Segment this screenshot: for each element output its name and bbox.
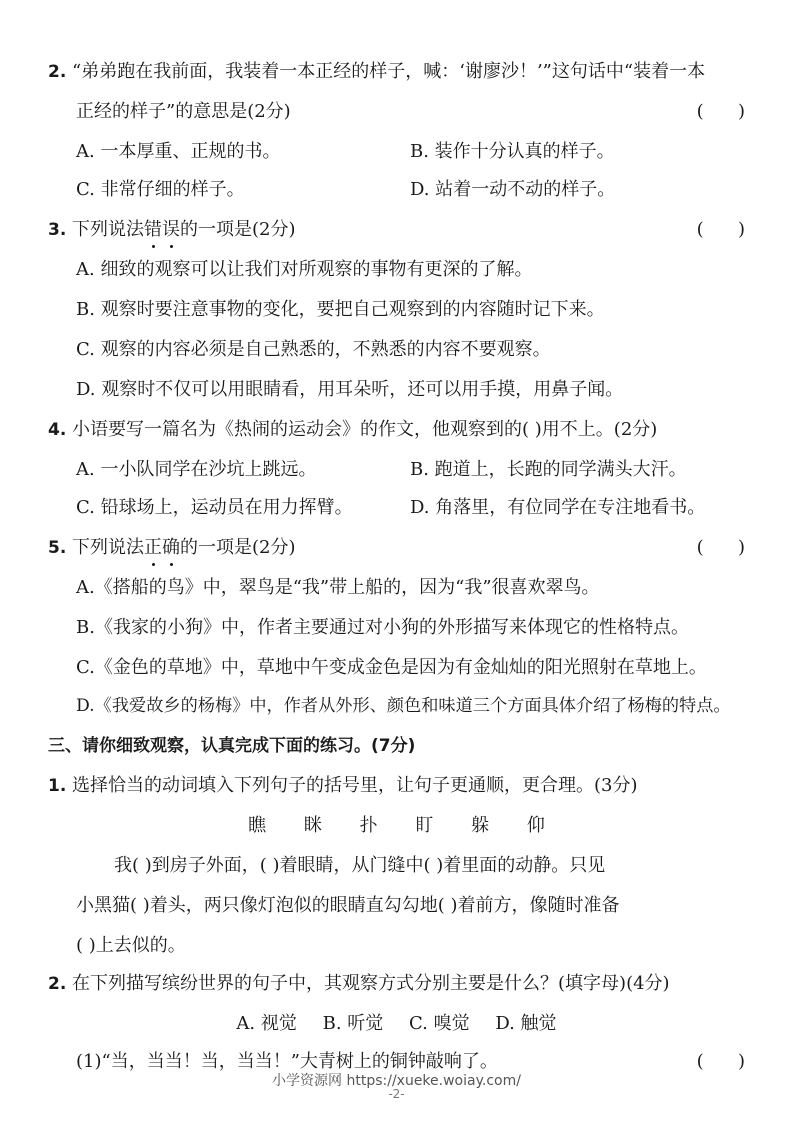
q4-number: 4.: [48, 420, 67, 440]
s3q1-paragraph-line1: 我( )到房子外面，( )着眼睛，从门缝中( )着里面的动静。只见: [114, 855, 606, 876]
s3q2-option: A. 视觉: [236, 1013, 297, 1034]
verb-option: 瞧: [248, 815, 267, 836]
q2-option-b: B. 装作十分认真的样子。: [410, 141, 615, 162]
s3q2-option: D. 触觉: [495, 1013, 557, 1034]
q5-option-d: D.《我爱故乡的杨梅》中，作者从外形、颜色和味道三个方面具体介绍了杨梅的特点。: [76, 696, 731, 716]
q3-number: 3.: [48, 220, 67, 240]
q2-option-c: C. 非常仔细的样子。: [76, 179, 245, 200]
verb-option: 躲: [471, 815, 490, 836]
q2-number: 2.: [48, 62, 67, 82]
q3-option-b: B. 观察时要注意事物的变化，要把自己观察到的内容随时记下来。: [76, 299, 605, 320]
q2-line1: [48, 60, 705, 84]
section-3-title: 三、请你细致观察，认真完成下面的练习。(7分): [48, 736, 416, 756]
s3q2-item-1: (1)“当，当当！当，当当！”大青树上的铜钟敲响了。: [76, 1051, 498, 1072]
verb-option: 扑: [359, 815, 378, 836]
q4-line: [48, 418, 657, 442]
verb-option: 仰: [526, 815, 545, 836]
s3q2-line: [48, 972, 670, 996]
q3-emphasis-char-1: 错: [144, 219, 163, 240]
q5-text-pre: 下列说法: [72, 537, 145, 558]
s3q2-number: 2.: [48, 974, 67, 994]
q3-option-a: A. 细致的观察可以让我们对所观察的事物有更深的了解。: [76, 259, 533, 280]
q2-answer-paren[interactable]: ( ): [696, 101, 745, 122]
verb-options: [0, 814, 793, 838]
q5-line: [48, 536, 296, 560]
q4-text: 小语要写一篇名为《热闹的运动会》的作文，他观察到的( )用不上。(2分): [72, 419, 658, 440]
q3-text-post: 的一项是(2分): [180, 219, 296, 240]
s3q2-text: 在下列描写缤纷世界的句子中，其观察方式分别主要是什么？(填字母)(4分): [72, 973, 670, 994]
q2-option-d: D. 站着一动不动的样子。: [410, 179, 616, 200]
q3-option-d: D. 观察时不仅可以用眼睛看，用耳朵听，还可以用手摸，用鼻子闻。: [76, 379, 624, 400]
q4-option-a: A. 一小队同学在沙坑上跳远。: [76, 459, 317, 480]
s3q2-option: C. 嗅觉: [409, 1013, 470, 1034]
q3-answer-paren[interactable]: ( ): [696, 219, 745, 240]
s3q1-line: [48, 774, 638, 798]
verb-option: 眯: [303, 815, 322, 836]
s3q2-options: [0, 1012, 793, 1036]
q4-option-c: C. 铅球场上，运动员在用力挥臂。: [76, 497, 353, 518]
q5-emphasis-char-1: 正: [144, 537, 163, 558]
verb-option: 盯: [415, 815, 434, 836]
q3-option-c: C. 观察的内容必须是自己熟悉的，不熟悉的内容不要观察。: [76, 339, 551, 360]
q5-text-post: 的一项是(2分): [180, 537, 296, 558]
page-number: -2-: [388, 1087, 405, 1101]
q5-option-b: B.《我家的小狗》中，作者主要通过对小狗的外形描写来体现它的性格特点。: [76, 617, 689, 638]
q2-text-line1: “弟弟跑在我前面，我装着一本正经的样子，喊：‘谢廖沙！’”这句话中“装着一本: [72, 61, 706, 82]
s3q2-item-1-paren[interactable]: ( ): [696, 1051, 745, 1072]
q5-emphasis-char-2: 确: [162, 537, 181, 558]
q3-text-pre: 下列说法: [72, 219, 145, 240]
q2-option-a: A. 一本厚重、正规的书。: [76, 141, 281, 162]
watermark-text: 小学资源网 https://xueke.woiay.com/: [272, 1073, 521, 1089]
q5-number: 5.: [48, 538, 67, 558]
q5-option-c: C.《金色的草地》中，草地中午变成金色是因为有金灿灿的阳光照射在草地上。: [76, 657, 707, 678]
s3q2-option: B. 听觉: [322, 1013, 384, 1034]
q4-option-b: B. 跑道上，长跑的同学满头大汗。: [410, 459, 687, 480]
q3-line: [48, 218, 296, 242]
q4-option-d: D. 角落里，有位同学在专注地看书。: [410, 497, 706, 518]
s3q1-paragraph-line2: 小黑猫( )着头，两只像灯泡似的眼睛直勾勾地( )着前方，像随时准备: [76, 895, 620, 916]
q2-text-line2: 正经的样子”的意思是(2分): [76, 101, 291, 122]
s3q1-paragraph-line3: ( )上去似的。: [76, 935, 186, 956]
q5-answer-paren[interactable]: ( ): [696, 537, 745, 558]
q5-option-a: A.《搭船的鸟》中，翠鸟是“我”带上船的，因为“我”很喜欢翠鸟。: [76, 577, 600, 598]
q3-emphasis-char-2: 误: [162, 219, 181, 240]
s3q1-number: 1.: [48, 776, 67, 796]
s3q1-text: 选择恰当的动词填入下列句子的括号里，让句子更通顺，更合理。(3分): [72, 775, 638, 796]
